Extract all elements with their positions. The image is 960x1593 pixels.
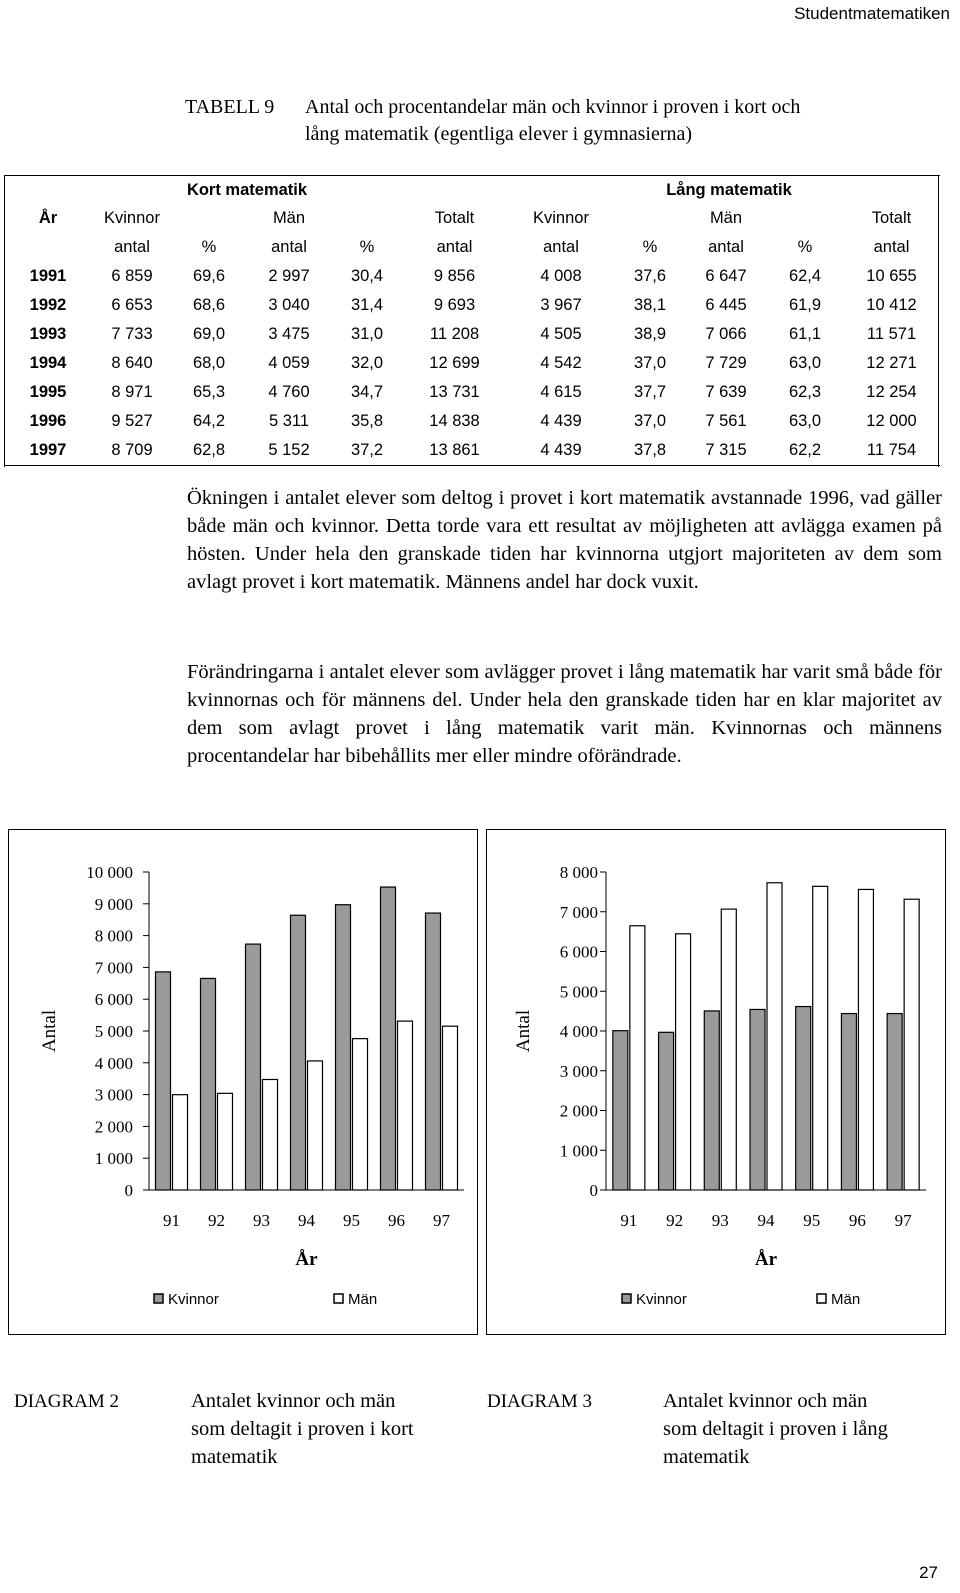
bar-män-92 [218,1093,233,1190]
bar-män-91 [173,1095,188,1190]
table-cell: 6 859 [111,266,153,285]
y-tick-label: 8 000 [559,863,598,882]
table-row [4,320,940,349]
y-tick-label: 3 000 [559,1061,598,1081]
table-cell: 8 640 [111,353,153,372]
table-cell: 62,4 [788,266,822,285]
legend-label-kvinnor: Kvinnor [168,1291,219,1308]
unit-antal: antal [114,237,150,256]
y-axis-title: Antal [39,1009,60,1053]
table-cell: 13 861 [402,436,507,466]
table-cell: 35,8 [350,411,384,430]
x-tick-label: 94 [757,1211,775,1230]
bar-kvinnor-96 [841,1014,856,1190]
unit-pct: % [797,237,813,256]
table-cell: 37,6 [633,266,667,285]
table-cell: 11 754 [843,436,940,466]
row-year: 1995 [29,382,67,401]
table-cell: 61,9 [788,295,822,314]
table-cell: 4 760 [268,382,310,401]
table-cell: 37,8 [615,436,685,466]
diagram-2-caption [191,1387,414,1471]
table-cell: 4 542 [540,353,582,372]
y-axis-title: Antal [513,1009,534,1053]
unit-antal: antal [436,237,473,256]
bar-kvinnor-93 [704,1011,719,1190]
y-tick-label: 6 000 [559,942,598,962]
bar-män-95 [353,1039,368,1190]
table-cell: 7 561 [705,411,747,430]
table-cell: 6 445 [705,295,747,314]
header-man-kort: Män [272,209,306,228]
legend-swatch-män [334,1294,343,1303]
table-cell: 38,9 [633,324,667,343]
table-cell: 3 967 [540,295,582,314]
bar-kvinnor-91 [613,1031,628,1190]
col-year-header: År [38,209,58,228]
chart-kort-svg [9,830,477,1334]
y-tick-label: 5 000 [94,1022,133,1041]
table-cell: 4 439 [540,411,582,430]
bar-kvinnor-93 [246,944,261,1190]
table-cell: 65,3 [192,382,226,401]
x-tick-label: 91 [163,1211,180,1230]
unit-pct: % [201,237,217,256]
row-year: 1997 [4,436,92,466]
table-cell: 7 639 [705,382,747,401]
legend-swatch-kvinnor [154,1294,163,1303]
table-row [4,349,940,378]
table-cell: 10 655 [866,266,917,285]
bar-män-92 [676,934,691,1190]
table-cell: 12 271 [866,353,917,372]
table-cell: 62,3 [788,382,822,401]
bar-män-97 [443,1026,458,1190]
y-tick-label: 6 000 [94,990,133,1010]
bar-män-94 [308,1061,323,1190]
x-tick-label: 95 [343,1211,360,1230]
x-tick-label: 91 [620,1211,638,1230]
bar-kvinnor-94 [291,915,306,1190]
diagram-2-label: DIAGRAM 2 [14,1391,120,1412]
legend-swatch-män [817,1294,826,1303]
x-axis-title: År [295,1249,318,1270]
header-kvinnor-lang: Kvinnor [533,209,589,228]
table-cell: 37,0 [633,353,667,372]
table-label: TABELL 9 [185,96,275,118]
table-cell: 8 971 [111,382,153,401]
bar-män-96 [398,1021,413,1190]
table-cell: 30,4 [350,266,384,285]
bar-män-91 [630,926,645,1190]
x-tick-label: 94 [298,1211,315,1230]
y-tick-label: 10 000 [86,863,133,882]
bar-kvinnor-97 [426,913,441,1190]
y-tick-label: 4 000 [559,1022,598,1041]
x-tick-label: 92 [208,1211,225,1230]
y-tick-label: 5 000 [559,982,598,1002]
y-tick-label: 8 000 [94,926,133,946]
paragraph-lang: Förändringarna i antalet elever som avlägger provet i lång matematik har varit små både för kvinnornas och för männens del. Under hela den granskade tiden har en klar majoritet av dem som avlagt provet i lång matematik varit män. Kvinnornas och männens procentandelar har bibehållits mer eller mindre oförändrade. [187,661,942,767]
table-cell: 32,0 [350,353,384,372]
bar-män-93 [263,1079,278,1190]
table-cell: 5 152 [246,436,332,466]
diagram-2-caption-line1: Antalet kvinnor och män [191,1390,396,1412]
table-cell: 11 208 [429,324,480,343]
x-tick-label: 93 [253,1211,270,1230]
unit-antal: antal [271,237,307,256]
legend-swatch-kvinnor [622,1294,631,1303]
table-cell: 7 733 [111,324,153,343]
table-cell: 12 699 [429,353,480,372]
y-tick-label: 1 000 [94,1149,133,1169]
table-row [4,407,940,436]
legend-label-män: Män [348,1291,378,1308]
x-tick-label: 97 [433,1211,450,1230]
table-cell: 10 412 [866,295,917,314]
row-year: 1991 [29,266,67,285]
table-cell: 34,7 [350,382,384,401]
bar-kvinnor-92 [201,978,216,1190]
table-row [4,378,940,407]
bar-kvinnor-96 [381,887,396,1190]
x-tick-label: 96 [388,1211,405,1230]
x-tick-label: 95 [803,1211,821,1230]
table-cell: 38,1 [633,295,667,314]
y-tick-label: 4 000 [94,1053,133,1073]
table-cell: 9 527 [111,411,153,430]
table-cell: 68,6 [192,295,226,314]
table-cell: 4 059 [268,353,310,372]
table-cell: 12 254 [866,382,917,401]
table-cell: 9 693 [433,295,476,314]
table-cell: 4 505 [540,324,582,343]
group-header-lang: Lång matematik [615,176,843,205]
row-year: 1992 [29,295,67,314]
page-number: 27 [919,1563,938,1582]
table-cell: 2 997 [268,266,310,285]
bar-kvinnor-94 [750,1009,765,1190]
table-cell: 62,2 [767,436,843,466]
table-cell: 7 066 [705,324,747,343]
group-header-kort: Kort matematik [92,176,402,205]
table-cell: 69,6 [192,266,226,285]
diagram-3-label: DIAGRAM 3 [487,1391,593,1412]
table-title [305,94,945,148]
header-man-lang: Män [709,209,743,228]
table-cell: 11 571 [866,324,917,343]
bar-män-95 [813,886,828,1190]
table-row [4,436,940,466]
table-cell: 7 315 [685,436,767,466]
diagram-3-caption-line1: Antalet kvinnor och män [663,1390,868,1412]
table-cell: 64,2 [192,411,226,430]
table-cell: 68,0 [192,353,226,372]
y-tick-label: 2 000 [94,1117,133,1137]
diagram-3-caption-line2: som deltagit i proven i lång [663,1418,888,1440]
table-cell: 37,7 [633,382,667,401]
table-cell: 37,2 [332,436,402,466]
table-cell: 4 615 [540,382,582,401]
row-year: 1996 [29,411,67,430]
paragraph-kort: Ökningen i antalet elever som deltog i provet i kort matematik avstannade 1996, vad gäller både män och kvinnor. Detta torde vara ett resultat av möjligheten att avlägga examen på hösten. Under hela den granskade tiden har kvinnorna utgjort majoriteten av dem som avlagt provet i kort matematik. Männens andel har dock vuxit. [187,487,942,593]
table-cell: 12 000 [866,411,917,430]
diagram-3-caption [663,1387,888,1471]
y-tick-label: 7 000 [94,958,133,978]
bar-män-97 [904,899,919,1190]
x-tick-label: 93 [711,1211,729,1230]
table-cell: 9 856 [433,266,476,285]
diagram-2-caption-line3: matematik [191,1446,278,1468]
x-axis-title: År [754,1249,778,1270]
chart-kort-matematik [8,829,478,1335]
table-cell: 3 040 [268,295,310,314]
unit-antal: antal [708,237,744,256]
bar-män-93 [721,909,736,1190]
bar-kvinnor-92 [659,1032,674,1190]
table-cell: 3 475 [268,324,310,343]
table-cell: 31,0 [350,324,384,343]
table-cell: 69,0 [192,324,226,343]
y-tick-label: 7 000 [559,902,598,922]
table-cell: 6 647 [705,266,747,285]
table-cell: 4 008 [540,266,582,285]
table-cell: 62,8 [172,436,246,466]
bar-kvinnor-97 [887,1014,902,1190]
unit-antal: antal [543,237,579,256]
table-cell: 7 729 [705,353,747,372]
header-totalt-lang: Totalt [871,209,912,228]
y-tick-label: 0 [589,1181,598,1200]
unit-antal: antal [873,237,910,256]
y-tick-label: 1 000 [559,1141,598,1161]
legend-label-kvinnor: Kvinnor [636,1291,687,1308]
diagram-3-caption-line3: matematik [663,1446,750,1468]
table-cell: 5 311 [268,411,310,430]
bar-kvinnor-91 [156,972,171,1190]
y-tick-label: 3 000 [94,1085,133,1105]
y-tick-label: 9 000 [94,894,133,914]
bar-män-94 [767,883,782,1190]
table-cell: 37,0 [633,411,667,430]
table-row [4,291,940,320]
table-cell: 14 838 [429,411,480,430]
x-tick-label: 92 [666,1211,684,1230]
table-cell: 13 731 [429,382,480,401]
row-year: 1994 [29,353,67,372]
table-cell: 8 709 [92,436,172,466]
diagram-2-caption-line2: som deltagit i proven i kort [191,1418,414,1440]
y-tick-label: 0 [124,1181,133,1200]
table-cell: 6 653 [111,295,153,314]
table-title-line2: lång matematik (egentliga elever i gymnasierna) [305,123,693,145]
table-title-line1: Antal och procentandelar män och kvinnor i proven i kort och [305,96,801,118]
data-table [4,175,940,466]
table-cell: 61,1 [788,324,822,343]
unit-pct: % [642,237,658,256]
running-header: Studentmatematiken [794,4,950,23]
bar-kvinnor-95 [796,1007,811,1190]
bar-kvinnor-95 [336,905,351,1190]
x-tick-label: 97 [894,1211,912,1230]
header-totalt-kort: Totalt [434,209,475,228]
legend-label-män: Män [831,1291,861,1308]
unit-pct: % [359,237,375,256]
header-kvinnor-kort: Kvinnor [104,209,160,228]
table-cell: 31,4 [350,295,384,314]
bar-män-96 [858,889,873,1190]
chart-lang-svg [487,830,945,1334]
table-cell: 4 439 [507,436,615,466]
y-tick-label: 2 000 [559,1101,598,1121]
chart-lang-matematik [486,829,946,1335]
table-row [4,262,940,291]
row-year: 1993 [29,324,67,343]
x-tick-label: 96 [848,1211,866,1230]
table-cell: 63,0 [788,353,822,372]
table-cell: 63,0 [788,411,822,430]
